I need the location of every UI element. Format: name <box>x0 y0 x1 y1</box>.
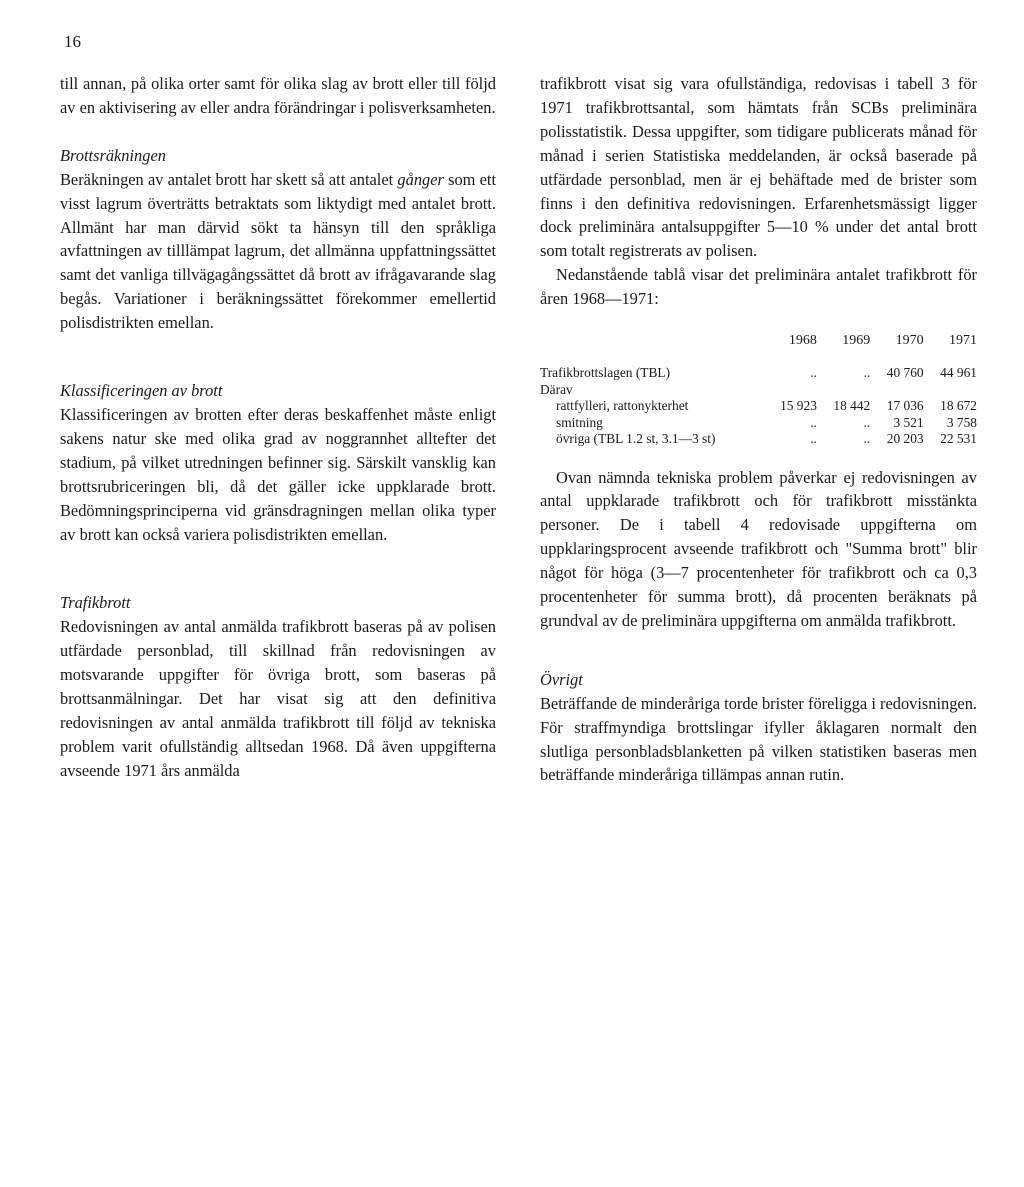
table-cell: .. <box>810 365 817 381</box>
table-cell: 40 760 <box>886 365 924 381</box>
table-cell <box>924 382 977 398</box>
left-column <box>60 72 496 783</box>
table-cell: 18 442 <box>833 398 871 414</box>
table-row <box>540 415 977 431</box>
traffic-offences-table <box>540 333 977 447</box>
table-cell: 44 961 <box>940 365 977 381</box>
table-cell: .. <box>863 431 871 447</box>
table-row <box>540 382 977 398</box>
continuation-paragraph: trafikbrott visat sig vara ofullständiga, redovisas i tabell 3 för 1971 trafikbrottsantal, som hämtats från SCBs preliminära polisstatistik. Dessa uppgifter, som tidigare publicerats månad för månad i serien Statistiska meddelanden, är också baserade på utfärdade personblad, men är ej behäftade med de brister som finns i den definitiva redovisningen. Erfarenhetsmässigt ligger dock preliminära antalsuppgifter 5—10 % under det antal brott som totalt registrerats av polisen. <box>540 74 977 261</box>
klassificeringen-paragraph: Klassificeringen av brotten efter deras beskaffenhet måste enligt sakens natur ske med olika grad av noggrannhet alltefter det stadium, på vilket utredningen befinner sig. Särskilt vansklig kan brottsrubriceringen bli, då det gäller icke uppklarade brott. Bedömningsprinciperna vid gränsdragningen mellan olika typer av brott kan också variera polisdistrikten emellan. <box>60 404 496 544</box>
page-number: 16 <box>64 32 81 51</box>
table-cell: .. <box>863 414 871 430</box>
table-row <box>540 398 977 414</box>
table-intro-paragraph: Nedanstående tablå visar det preliminära antalet trafikbrott för åren 1968—1971: <box>540 265 977 309</box>
brottsrakningen-paragraph <box>60 168 496 335</box>
table-year-header: 1969 <box>842 333 871 349</box>
technical-problems-paragraph: Ovan nämnda tekniska problem påverkar ej redovisningen av antal uppklarade trafikbrott och för trafikbrott misstänkta personer. De i tabell 4 redovisade uppgifterna om uppklaringsprocent avseende trafikbrott och "Summa brott" blir något för höga (3—7 procentenheter för trafikbrott och ca 0,3 procentenheter för summa brott), då procenten beräknats på grundval av de preliminära uppgifterna om anmälda trafikbrott. <box>540 467 977 630</box>
ovrigt-paragraph: Beträffande de minderåriga torde brister föreligga i redovisningen. För straffmyndiga brottslingar ifyller åklagaren normalt den slutliga personbladsblanketten på vilken statistiken baseras men beträffande minderåriga tillämpas annan rutin. <box>540 693 977 785</box>
table-cell: 3 758 <box>946 414 977 430</box>
table-cell: 3 521 <box>893 414 924 430</box>
table-row <box>540 365 977 381</box>
intro-paragraph: till annan, på olika orter samt för olika slag av brott eller till följd av en aktivisering av eller andra förändringar i polisverksamheten. <box>60 74 496 117</box>
table-header-blank <box>540 333 764 365</box>
table-year-header: 1970 <box>895 333 924 349</box>
table-row-label: övriga (TBL 1.2 st, 3.1—3 st) <box>556 431 716 447</box>
brottsrakningen-text-a: Beräkningen av antalet brott har skett så att antalet <box>60 169 398 189</box>
right-column <box>540 72 977 787</box>
table-cell <box>817 382 870 398</box>
table-year-header: 1968 <box>788 333 817 349</box>
brottsrakningen-text-b: som ett visst lagrum överträtts betraktats som liktydigt med antalet brott. Allmänt har man därvid sökt ta hänsyn till den språkliga avfattningen av tilllämpat lagrum, det allmänna uppfattningssättet samt det vanliga tillvägagångssättet då brott av ifrågavarande slag begås. Variationer i beräkningssättet förekommer emellertid polisdistrikten emellan. <box>60 169 496 333</box>
table-header-row <box>540 333 977 365</box>
table-cell: .. <box>863 365 871 381</box>
brottsrakningen-emphasis: gånger <box>397 169 444 189</box>
table-row-label: Trafikbrottslagen (TBL) <box>540 365 671 381</box>
table-cell: 15 923 <box>780 398 817 414</box>
table-cell: 20 203 <box>886 431 924 447</box>
heading-klassificeringen: Klassificeringen av brott <box>60 381 223 401</box>
heading-brottsrakningen: Brottsräkningen <box>60 145 166 165</box>
table-cell <box>764 382 817 398</box>
trafikbrott-paragraph: Redovisningen av antal anmälda trafikbrott baseras på av polisen utfärdade personblad, till skillnad från redovisningen av motsvarande uppgifter för övriga brott, som baseras på brottsanmälningar. Det har visat sig att den definitiva redovisningen av antal anmälda trafikbrott till följd av tekniska problem varit ofullständig alltsedan 1968. Då även uppgifterna avseende 1971 års anmälda <box>60 617 496 780</box>
heading-trafikbrott: Trafikbrott <box>60 593 131 613</box>
table-cell: 22 531 <box>940 431 977 447</box>
table-row-label: Därav <box>540 381 573 397</box>
table-row-label: smitning <box>556 414 603 430</box>
table-cell: 18 672 <box>940 398 977 414</box>
table-row <box>540 431 977 447</box>
table-cell <box>870 382 923 398</box>
table-row-label: rattfylleri, rattonykterhet <box>556 398 689 414</box>
table-cell: 17 036 <box>886 398 924 414</box>
table-cell: .. <box>810 431 817 447</box>
heading-ovrigt: Övrigt <box>540 669 583 689</box>
table-year-header: 1971 <box>949 333 977 349</box>
table-cell: .. <box>810 414 817 430</box>
